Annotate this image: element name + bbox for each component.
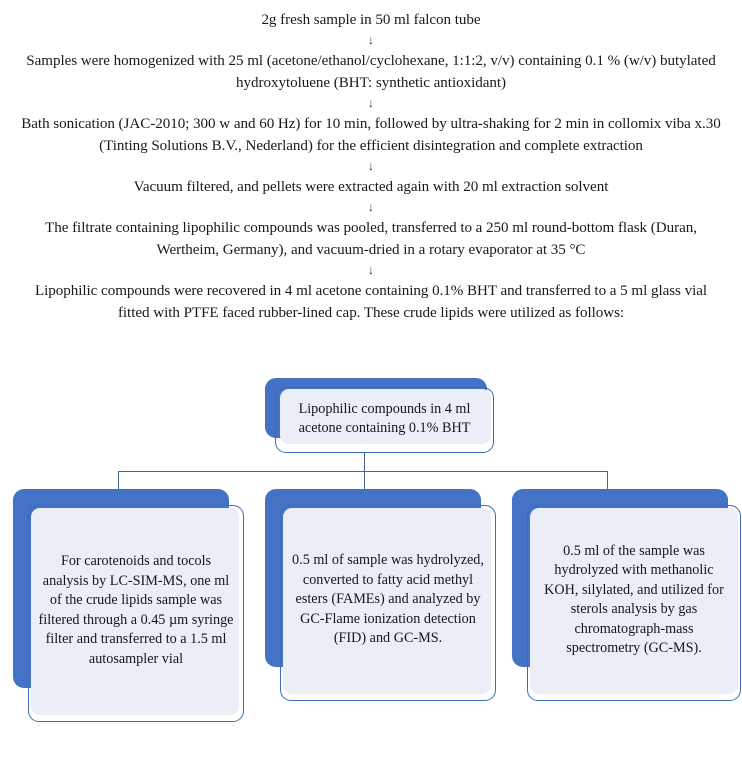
branch-node-1-label: For carotenoids and tocols analysis by LC-SIM-MS, one ml of the crude lipids sample was filtered through a 0.45 µm syringe filter and transferred to a 1.5 ml autosampler vial (38, 553, 234, 667)
down-arrow-icon-2: ↓ (368, 96, 374, 110)
down-arrow-icon-3: ↓ (368, 159, 374, 173)
root-node-label: Lipophilic compounds in 4 ml acetone containing 0.1% BHT (298, 400, 471, 436)
down-arrow-icon-1: ↓ (368, 33, 374, 47)
connector-horizontal-bus (118, 471, 608, 472)
protocol-step-4: Vacuum filtered, and pellets were extracted again with 20 ml extraction solvent (133, 179, 609, 195)
branch-node-2-label: 0.5 ml of sample was hydrolyzed, converted to fatty acid methyl esters (FAMEs) and analyzed by GC-Flame ionization detection (FID) and GC-MS. (292, 552, 484, 647)
down-arrow-icon-5: ↓ (368, 263, 374, 277)
protocol-step-6: Lipophilic compounds were recovered in 4 ml acetone containing 0.1% BHT and transferred to a 5 ml glass vial fitted with PTFE faced rubber-lined cap. These crude lipids were utilized as follows: (34, 283, 708, 321)
down-arrow-icon-4: ↓ (368, 200, 374, 214)
protocol-step-list (0, 0, 742, 324)
protocol-step-3: Bath sonication (JAC-2010; 300 w and 60 Hz) for 10 min, followed by ultra-shaking for 2 min in collomix viba x.30 (Tinting Solutions B.V., Nederland) for the efficient disintegration and complete extraction (21, 116, 721, 154)
protocol-step-5: The filtrate containing lipophilic compounds was pooled, transferred to a 250 ml round-bottom flask (Duran, Wertheim, Germany), and vacuum-dried in a rotary evaporator at 35 °C (45, 220, 697, 258)
branch-node-3-label: 0.5 ml of the sample was hydrolyzed with methanolic KOH, silylated, and utilized for sterols analysis by gas chromatograph-mass spectrometry (GC-MS). (544, 542, 724, 656)
protocol-step-1: 2g fresh sample in 50 ml falcon tube (261, 12, 481, 28)
protocol-step-2: Samples were homogenized with 25 ml (acetone/ethanol/cyclohexane, 1:1:2, v/v) containing 0.1 % (w/v) butylated hydroxytoluene (BHT: synthetic antioxidant) (26, 53, 716, 91)
